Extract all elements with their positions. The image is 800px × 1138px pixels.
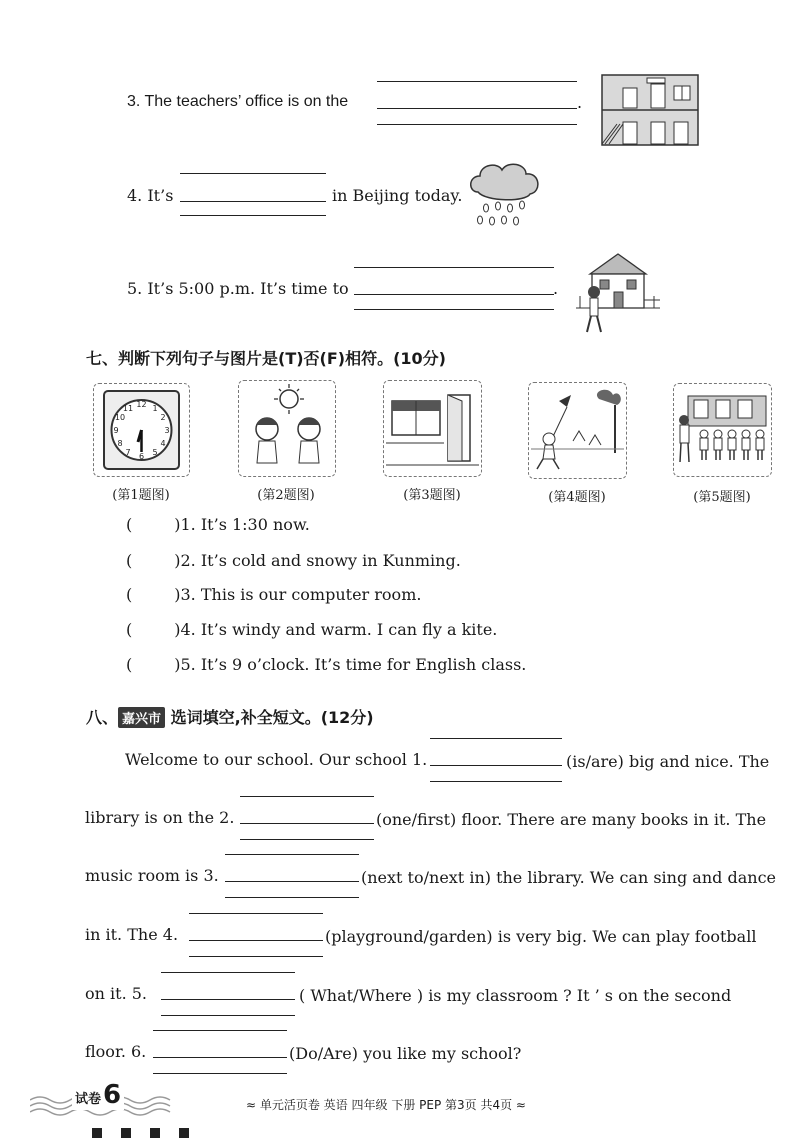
caption-4: (第4题图) <box>548 490 606 505</box>
svg-text:8: 8 <box>117 439 123 448</box>
blank-6-line[interactable] <box>153 1057 287 1058</box>
blank-3-line[interactable] <box>225 897 359 898</box>
blank-2-line[interactable] <box>240 839 374 840</box>
caption-1: (第1题图) <box>112 488 170 503</box>
blank-5-line[interactable] <box>161 1015 295 1016</box>
answer-line[interactable] <box>354 294 554 295</box>
picture-5 <box>673 383 772 477</box>
picture-4 <box>528 382 627 479</box>
judge-item <box>126 515 310 534</box>
open-paren[interactable]: ( <box>126 655 133 674</box>
judge-text: 4. It’s windy and warm. I can fly a kite. <box>180 620 498 639</box>
answer-line[interactable] <box>354 309 554 310</box>
answer-line[interactable] <box>354 267 554 268</box>
question-3 <box>127 93 348 111</box>
caption-3: (第3题图) <box>403 488 461 503</box>
open-paren[interactable]: ( <box>126 620 133 639</box>
blank-6-line[interactable] <box>153 1073 287 1074</box>
paper-number-value: 6 <box>103 1080 122 1110</box>
close-paren: ) <box>174 655 181 674</box>
students-icon <box>674 384 771 476</box>
passage-line-2: library is on the 2. <box>85 808 235 827</box>
svg-text:5: 5 <box>152 448 158 457</box>
room-icon <box>384 381 481 476</box>
svg-text:1: 1 <box>152 404 158 413</box>
open-paren[interactable]: ( <box>126 551 133 570</box>
close-paren: ) <box>174 585 181 604</box>
answer-line[interactable] <box>377 108 577 109</box>
rain-cloud-image <box>466 158 544 230</box>
judge-text: 3. This is our computer room. <box>180 585 422 604</box>
open-paren[interactable]: ( <box>126 585 133 604</box>
answer-line[interactable] <box>377 124 577 125</box>
judge-item <box>126 551 461 570</box>
blank-4-line[interactable] <box>189 940 323 941</box>
blank-5-line[interactable] <box>161 999 295 1000</box>
blank-6-line[interactable] <box>153 1030 287 1031</box>
blank-5-line[interactable] <box>161 972 295 973</box>
svg-text:2: 2 <box>160 413 166 422</box>
house-boy-image <box>574 250 662 336</box>
paper-number <box>72 1080 124 1110</box>
section-7-heading: 七、判断下列句子与图片是(T)否(F)相符。(10分) <box>86 349 446 368</box>
svg-text:10: 10 <box>114 413 126 422</box>
passage-line-4: in it. The 4. <box>85 925 179 944</box>
answer-line[interactable] <box>180 173 326 174</box>
blank-1-line[interactable] <box>430 765 562 766</box>
footer-info: ≈ 单元活页卷 英语 四年级 下册 PEP 第3页 共4页 ≈ <box>246 1098 526 1112</box>
svg-text:9: 9 <box>113 426 119 435</box>
passage-line-5: on it. 5. <box>85 984 148 1003</box>
close-paren: ) <box>174 551 181 570</box>
caption-2: (第2题图) <box>257 488 315 503</box>
sun-kids-icon <box>239 381 335 476</box>
picture-2 <box>238 380 336 477</box>
paper-label: 试卷 <box>75 1092 102 1107</box>
question-4-text: 4. It’s <box>127 186 174 205</box>
question-5-period: . <box>553 279 559 298</box>
passage-line-1: Welcome to our school. Our school 1. <box>125 750 428 769</box>
blank-1-line[interactable] <box>430 738 562 739</box>
close-paren: ) <box>174 620 181 639</box>
question-5-text: 5. It’s 5:00 p.m. It’s time to <box>127 279 349 298</box>
svg-text:4: 4 <box>160 439 166 448</box>
question-3-text: 3. The teachers’ office is on the <box>127 93 349 110</box>
open-paren[interactable]: ( <box>126 515 133 534</box>
section-8-heading: 八、 嘉兴市 选词填空,补全短文。(12分) <box>86 708 374 727</box>
judge-text: 2. It’s cold and snowy in Kunming. <box>180 551 461 570</box>
answer-line[interactable] <box>180 215 326 216</box>
blank-4-line[interactable] <box>189 956 323 957</box>
clock-icon <box>94 384 189 476</box>
question-3-period: . <box>577 93 583 112</box>
footer-square <box>121 1128 131 1138</box>
judge-text: 5. It’s 9 o’clock. It’s time for English class. <box>180 655 527 674</box>
svg-text:12: 12 <box>136 400 147 409</box>
passage-line-3: music room is 3. <box>85 866 219 885</box>
svg-text:3: 3 <box>164 426 170 435</box>
question-4-suffix: in Beijing today. <box>332 186 463 205</box>
kite-icon <box>529 383 626 478</box>
region-badge: 嘉兴市 <box>118 707 165 728</box>
judge-item <box>126 585 421 604</box>
question-4 <box>127 186 173 205</box>
judge-text: 1. It’s 1:30 now. <box>180 515 310 534</box>
svg-text:6: 6 <box>138 452 145 461</box>
passage-line-6: floor. 6. <box>85 1042 147 1061</box>
answer-line[interactable] <box>377 81 577 82</box>
answer-line[interactable] <box>180 201 326 202</box>
blank-3-line[interactable] <box>225 854 359 855</box>
school-building-image <box>601 74 699 146</box>
svg-text:11: 11 <box>122 404 134 413</box>
close-paren: ) <box>174 515 181 534</box>
blank-1-line[interactable] <box>430 781 562 782</box>
blank-4-line[interactable] <box>189 913 323 914</box>
blank-2-line[interactable] <box>240 796 374 797</box>
judge-item <box>126 620 497 639</box>
footer-square <box>179 1128 189 1138</box>
picture-1 <box>93 383 190 477</box>
blank-2-line[interactable] <box>240 823 374 824</box>
footer-square <box>150 1128 160 1138</box>
blank-3-line[interactable] <box>225 881 359 882</box>
picture-3 <box>383 380 482 477</box>
caption-5: (第5题图) <box>693 490 751 505</box>
footer-square <box>92 1128 102 1138</box>
judge-item <box>126 655 526 674</box>
question-5 <box>127 279 349 298</box>
svg-text:7: 7 <box>125 448 131 457</box>
